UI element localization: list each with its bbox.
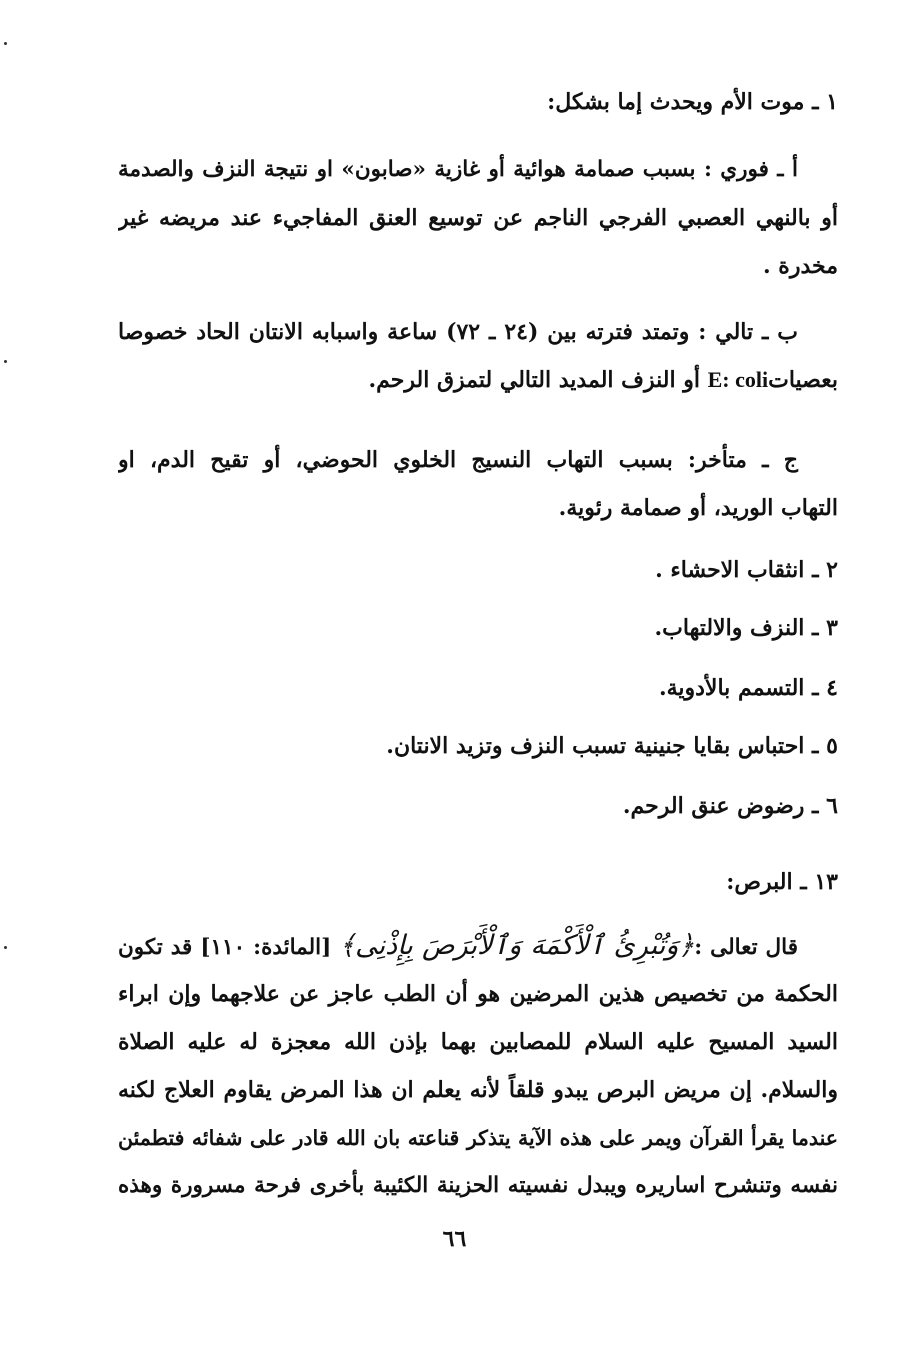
list-item-2: ٢ ـ انثقاب الاحشاء .	[655, 557, 838, 583]
scan-speck	[4, 946, 7, 949]
verse-reference: [المائدة: ١١٠] قد تكون	[118, 935, 340, 960]
item-b-paragraph	[118, 308, 838, 404]
verse-intro: قال تعالى :	[694, 935, 798, 960]
list-item-4: ٤ ـ التسمم بالأدوية.	[658, 675, 838, 701]
item-b-suffix: أو النزف المديد التالي لتمزق الرحم.	[368, 367, 708, 393]
item-b-line-2	[118, 356, 838, 404]
leprosy-heading: ١٣ ـ البرص:	[726, 869, 838, 895]
mother-death-heading: ١ ـ موت الأم ويحدث إما بشكل:	[547, 89, 838, 115]
item-b-line-1: ب ـ تالي : وتمتد فترته بين (٢٤ ـ ٧٢) ساعة واسبابه الانتان الحاد خصوصا	[118, 319, 799, 345]
scan-speck	[4, 360, 7, 363]
scan-speck	[4, 42, 7, 45]
item-a-paragraph	[118, 146, 838, 290]
leprosy-line-6: نفسه وتنشرح اساريره ويبدل نفسيته الحزينة الكئيبة بأخرى فرحة مسرورة وهذه	[118, 1173, 838, 1198]
list-item-5: ٥ ـ احتباس بقايا جنينية تسبب النزف وتزيد الانتان.	[386, 733, 838, 759]
leprosy-paragraph	[118, 922, 838, 1210]
leprosy-line-5: عندما يقرأ القرآن ويمر على هذه الآية يتذكر قناعته بان الله قادر على شفائه فتطمئن	[118, 1126, 838, 1150]
quran-verse: ﴿وَتُبْرِئُ ٱلْأَكْمَهَ وَٱلْأَبْرَصَ بِإِذْنِى﴾	[339, 930, 695, 961]
leprosy-line-1	[118, 922, 838, 970]
list-item-3: ٣ ـ النزف والالتهاب.	[654, 615, 838, 641]
ecoli-term: E: coli	[707, 367, 769, 392]
leprosy-line-2: الحكمة من تخصيص هذين المرضين هو أن الطب عاجز عن علاجهما وإن ابراء	[118, 981, 838, 1007]
page-number: ٦٦	[442, 1226, 467, 1252]
item-b-prefix: بعصيات	[768, 367, 838, 393]
item-a-line-1: أ ـ فوري : بسبب صمامة هوائية أو غازية «صابون» او نتيجة النزف والصدمة	[118, 157, 798, 182]
item-c-paragraph	[118, 436, 838, 532]
item-c-line-1: ج ـ متأخر: بسبب التهاب النسيج الخلوي الحوضي، أو تقيح الدم، او	[118, 447, 798, 473]
leprosy-line-3: السيد المسيح عليه السلام للمصابين بهما بإذن الله معجزة له عليه الصلاة	[118, 1029, 838, 1055]
list-item-6: ٦ ـ رضوض عنق الرحم.	[622, 793, 838, 819]
item-c-line-2: التهاب الوريد، أو صمامة رئوية.	[558, 495, 838, 521]
item-a-line-2: أو بالنهي العصبي الفرجي الناجم عن توسيع العنق المفاجيء عند مريضه غير	[118, 205, 838, 231]
item-a-line-3: مخدرة .	[762, 253, 838, 279]
leprosy-line-4: والسلام. إن مريض البرص يبدو قلقاً لأنه يعلم ان هذا المرض يقاوم العلاج لكنه	[118, 1077, 838, 1103]
